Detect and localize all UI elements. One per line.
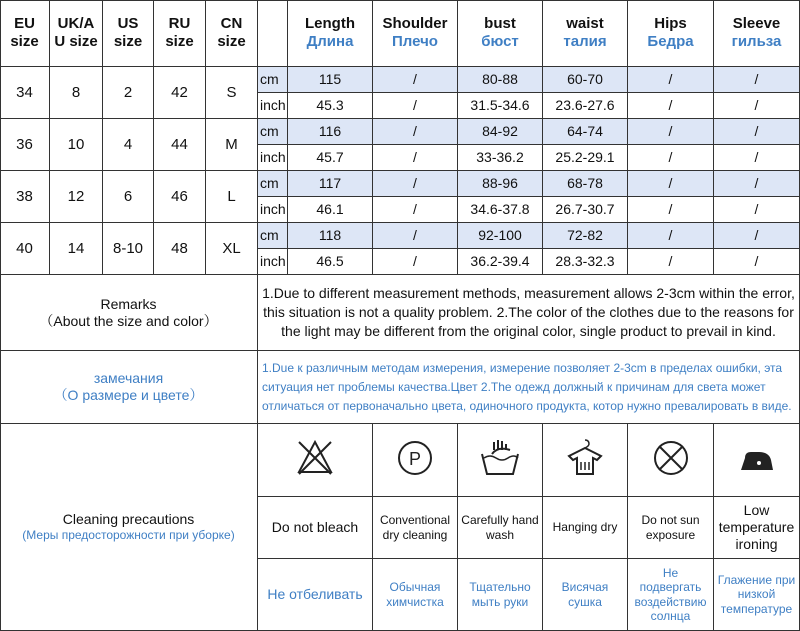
measure-shoulder-cell: / <box>373 223 458 249</box>
header-cn: CN size <box>206 0 258 67</box>
header-length: Length Длина <box>288 0 373 67</box>
measure-shoulder-cell: / <box>373 119 458 145</box>
size-ru-cell: 46 <box>154 171 206 223</box>
unit-cell: cm <box>258 171 288 197</box>
measure-bust-cell: 33-36.2 <box>458 145 543 171</box>
unit-cell: inch <box>258 145 288 171</box>
header-unit <box>258 0 288 67</box>
unit-cell: cm <box>258 223 288 249</box>
measure-waist-cell: 68-78 <box>543 171 628 197</box>
care-item-ru: Не подвергать воздействию солнца <box>628 559 714 631</box>
measure-shoulder-cell: / <box>373 145 458 171</box>
care-label: Cleaning precautions (Меры предосторожности при уборке) <box>0 424 258 631</box>
measure-length-cell: 46.1 <box>288 197 373 223</box>
measure-waist-cell: 26.7-30.7 <box>543 197 628 223</box>
care-item-en: Do not sun exposure <box>628 497 714 559</box>
header-hips: Hips Бедра <box>628 0 714 67</box>
measure-sleeve-cell: / <box>714 197 800 223</box>
care-item-en: Low temperature ironing <box>714 497 800 559</box>
measure-shoulder-cell: / <box>373 197 458 223</box>
measure-hips-cell: / <box>628 249 714 275</box>
care-item-ru: Не отбеливать <box>258 559 373 631</box>
measure-bust-cell: 84-92 <box>458 119 543 145</box>
care-item-ru: Обычная химчистка <box>373 559 458 631</box>
header-ru: RU size <box>154 0 206 67</box>
measure-waist-cell: 60-70 <box>543 67 628 93</box>
size-eu-cell: 38 <box>0 171 50 223</box>
size-eu-cell: 40 <box>0 223 50 275</box>
size-uk-cell: 8 <box>50 67 103 119</box>
measure-length-cell: 45.3 <box>288 93 373 119</box>
header-us: US size <box>103 0 154 67</box>
remarks-text-en: 1.Due to different measurement methods, measurement allows 2-3cm within the error, this situation is not a quality problem. 2.The color of the clothes due to the reasons for the light may be different from the original color, single product to prevail in kind. <box>258 275 800 351</box>
hanging-dry-icon <box>563 436 607 484</box>
low-iron-icon-cell <box>714 424 800 497</box>
dry-clean-p-icon-cell <box>373 424 458 497</box>
size-us-cell: 8-10 <box>103 223 154 275</box>
measure-length-cell: 115 <box>288 67 373 93</box>
hand-wash-icon-cell <box>458 424 543 497</box>
unit-cell: cm <box>258 119 288 145</box>
unit-cell: inch <box>258 93 288 119</box>
unit-cell: inch <box>258 197 288 223</box>
measure-sleeve-cell: / <box>714 223 800 249</box>
size-us-cell: 2 <box>103 67 154 119</box>
measure-waist-cell: 64-74 <box>543 119 628 145</box>
measure-bust-cell: 34.6-37.8 <box>458 197 543 223</box>
measure-hips-cell: / <box>628 145 714 171</box>
measure-length-cell: 117 <box>288 171 373 197</box>
measure-shoulder-cell: / <box>373 171 458 197</box>
measure-sleeve-cell: / <box>714 145 800 171</box>
size-cn-cell: L <box>206 171 258 223</box>
measure-sleeve-cell: / <box>714 119 800 145</box>
no-sun-icon-cell <box>628 424 714 497</box>
measure-shoulder-cell: / <box>373 249 458 275</box>
measure-sleeve-cell: / <box>714 67 800 93</box>
header-shoulder: Shoulder Плечо <box>373 0 458 67</box>
size-eu-cell: 36 <box>0 119 50 171</box>
size-cn-cell: S <box>206 67 258 119</box>
size-uk-cell: 14 <box>50 223 103 275</box>
measure-hips-cell: / <box>628 119 714 145</box>
header-bust: bust бюст <box>458 0 543 67</box>
no-bleach-icon-cell <box>258 424 373 497</box>
measure-bust-cell: 36.2-39.4 <box>458 249 543 275</box>
hand-wash-icon <box>478 436 522 484</box>
size-uk-cell: 12 <box>50 171 103 223</box>
measure-hips-cell: / <box>628 197 714 223</box>
measure-shoulder-cell: / <box>373 93 458 119</box>
measure-hips-cell: / <box>628 67 714 93</box>
header-uk: UK/A U size <box>50 0 103 67</box>
care-item-en: Do not bleach <box>258 497 373 559</box>
care-item-en: Hanging dry <box>543 497 628 559</box>
header-waist: waist талия <box>543 0 628 67</box>
size-cn-cell: M <box>206 119 258 171</box>
remarks-label-en: Remarks （About the size and color） <box>0 275 258 351</box>
unit-cell: inch <box>258 249 288 275</box>
measure-sleeve-cell: / <box>714 249 800 275</box>
remarks-label-ru: замечания （О размере и цвете） <box>0 351 258 424</box>
header-eu: EU size <box>0 0 50 67</box>
measure-bust-cell: 31.5-34.6 <box>458 93 543 119</box>
measure-hips-cell: / <box>628 223 714 249</box>
measure-length-cell: 45.7 <box>288 145 373 171</box>
svg-text:P: P <box>408 449 422 470</box>
size-eu-cell: 34 <box>0 67 50 119</box>
remarks-text-ru: 1.Due к различным методам измерения, измерение позволяет 2-3cm в пределах ошибки, эта ситуация нет проблемы качества.Цвет 2.The одежд должный к причинам для света может отличаться от первоначально цвета, одиночного продукта, котор нужно превалировать в виде. <box>258 351 800 424</box>
hanging-dry-icon-cell <box>543 424 628 497</box>
measure-bust-cell: 80-88 <box>458 67 543 93</box>
measure-length-cell: 46.5 <box>288 249 373 275</box>
size-ru-cell: 44 <box>154 119 206 171</box>
measure-waist-cell: 72-82 <box>543 223 628 249</box>
care-item-ru: Висячая сушка <box>543 559 628 631</box>
low-iron-icon <box>735 436 779 484</box>
care-item-ru: Тщательно мыть руки <box>458 559 543 631</box>
size-uk-cell: 10 <box>50 119 103 171</box>
size-ru-cell: 48 <box>154 223 206 275</box>
measure-waist-cell: 28.3-32.3 <box>543 249 628 275</box>
measure-shoulder-cell: / <box>373 67 458 93</box>
measure-length-cell: 118 <box>288 223 373 249</box>
size-us-cell: 6 <box>103 171 154 223</box>
measure-waist-cell: 23.6-27.6 <box>543 93 628 119</box>
care-item-en: Carefully hand wash <box>458 497 543 559</box>
measure-sleeve-cell: / <box>714 93 800 119</box>
measure-length-cell: 116 <box>288 119 373 145</box>
dry-clean-p-icon <box>393 436 437 484</box>
measure-hips-cell: / <box>628 171 714 197</box>
no-sun-icon <box>649 436 693 484</box>
measure-bust-cell: 92-100 <box>458 223 543 249</box>
measure-bust-cell: 88-96 <box>458 171 543 197</box>
measure-hips-cell: / <box>628 93 714 119</box>
size-ru-cell: 42 <box>154 67 206 119</box>
measure-waist-cell: 25.2-29.1 <box>543 145 628 171</box>
unit-cell: cm <box>258 67 288 93</box>
care-item-ru: Глажение при низкой температуре <box>714 559 800 631</box>
size-cn-cell: XL <box>206 223 258 275</box>
size-us-cell: 4 <box>103 119 154 171</box>
header-sleeve: Sleeve гильза <box>714 0 800 67</box>
no-bleach-icon <box>293 436 337 484</box>
measure-sleeve-cell: / <box>714 171 800 197</box>
care-item-en: Conventional dry cleaning <box>373 497 458 559</box>
